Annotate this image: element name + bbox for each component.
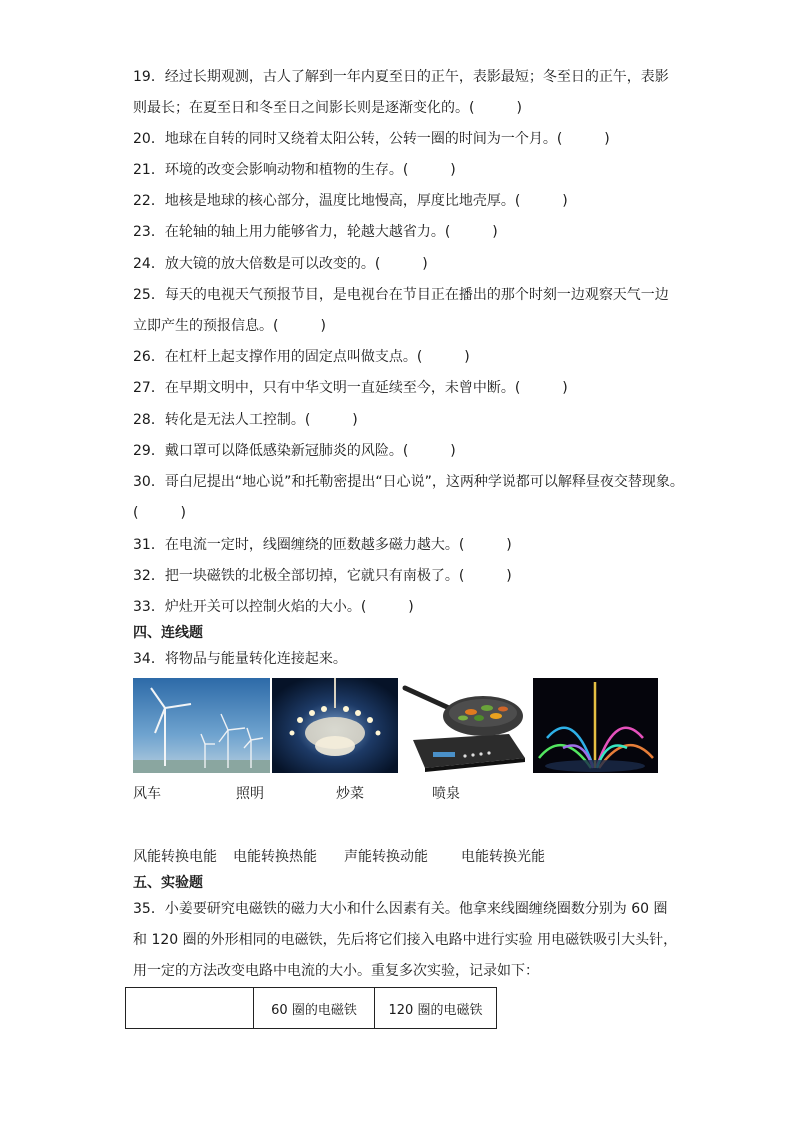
table-header-row xyxy=(126,988,497,1029)
energy-option-3: 声能转换动能 xyxy=(344,849,428,865)
question-29: 29．戴口罩可以降低感染新冠肺炎的风险。( ) xyxy=(133,443,456,459)
section-4-heading: 四、连线题 xyxy=(133,625,203,641)
table-header-60: 60 圈的电磁铁 xyxy=(254,988,375,1029)
question-30-line1: 30．哥白尼提出“地心说”和托勒密提出“日心说”，这两种学说都可以解释昼夜交替现象。 xyxy=(133,474,684,490)
question-35-line3: 用一定的方法改变电路中电流的大小。重复多次实验，记录如下： xyxy=(133,963,539,979)
question-19-line2: 则最长；在夏至日和冬至日之间影长则是逐渐变化的。( ) xyxy=(133,100,522,116)
question-23: 23．在轮轴的轴上用力能够省力，轮越大越省力。( ) xyxy=(133,224,498,240)
question-25-line2: 立即产生的预报信息。( ) xyxy=(133,318,326,334)
caption-fountain: 喷泉 xyxy=(432,786,460,802)
question-27: 27．在早期文明中，只有中华文明一直延续至今，未曾中断。( ) xyxy=(133,380,568,396)
question-32: 32．把一块磁铁的北极全部切掉，它就只有南极了。( ) xyxy=(133,568,512,584)
section-5-heading: 五、实验题 xyxy=(133,875,203,891)
wind-turbine-image xyxy=(133,678,270,773)
question-25-line1: 25．每天的电视天气预报节目，是电视台在节目正在播出的那个时刻一边观察天气一边 xyxy=(133,287,669,303)
energy-option-1: 风能转换电能 xyxy=(133,849,217,865)
experiment-table xyxy=(125,987,497,1029)
question-28: 28．转化是无法人工控制。( ) xyxy=(133,412,358,428)
question-26: 26．在杠杆上起支撑作用的固定点叫做支点。( ) xyxy=(133,349,470,365)
question-21: 21．环境的改变会影响动物和植物的生存。( ) xyxy=(133,162,456,178)
question-24: 24．放大镜的放大倍数是可以改变的。( ) xyxy=(133,256,428,272)
question-22: 22．地核是地球的核心部分，温度比地慢高，厚度比地壳厚。( ) xyxy=(133,193,568,209)
caption-lighting: 照明 xyxy=(236,786,264,802)
energy-option-2: 电能转换热能 xyxy=(233,849,317,865)
energy-option-4: 电能转换光能 xyxy=(461,849,545,865)
fountain-image xyxy=(533,678,658,773)
table-header-120: 120 圈的电磁铁 xyxy=(375,988,497,1029)
question-30-line2: ( ) xyxy=(133,505,186,521)
question-31: 31．在电流一定时，线圈缠绕的匝数越多磁力越大。( ) xyxy=(133,537,512,553)
question-33: 33．炉灶开关可以控制火焰的大小。( ) xyxy=(133,599,414,615)
question-20: 20．地球在自转的同时又绕着太阳公转，公转一圈的时间为一个月。( ) xyxy=(133,131,610,147)
question-35-line1: 35．小姜要研究电磁铁的磁力大小和什么因素有关。他拿来线圈缠绕圈数分别为 60 圈 xyxy=(133,901,668,917)
caption-windmill: 风车 xyxy=(133,786,161,802)
table-header-empty xyxy=(126,988,254,1029)
caption-cooking: 炒菜 xyxy=(336,786,364,802)
chandelier-image xyxy=(272,678,398,773)
wok-stove-image xyxy=(401,678,529,773)
question-19-line1: 19．经过长期观测，古人了解到一年内夏至日的正午，表影最短；冬至日的正午，表影 xyxy=(133,69,669,85)
question-35-line2: 和 120 圈的外形相同的电磁铁，先后将它们接入电路中进行实验 用电磁铁吸引大头针， xyxy=(133,932,678,948)
question-34: 34．将物品与能量转化连接起来。 xyxy=(133,651,347,667)
